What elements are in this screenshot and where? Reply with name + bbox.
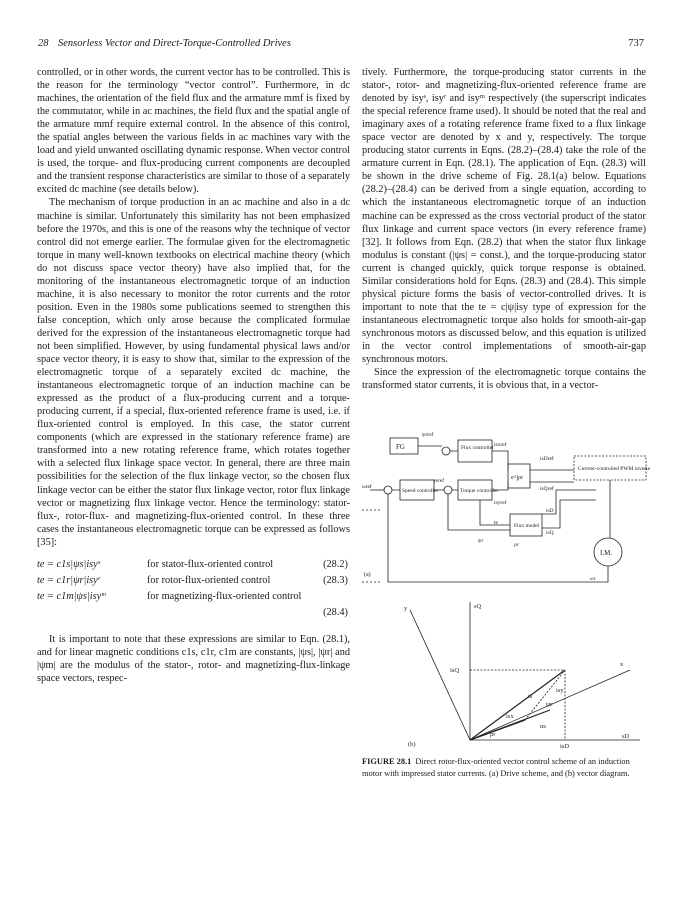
equation-number: (28.4) (323, 606, 348, 618)
vector-label: isD (560, 743, 570, 750)
figure-vector-diagram (360, 600, 650, 750)
fg-label: FG (396, 443, 405, 451)
caption-label: FIGURE 28.1 (362, 757, 412, 766)
signal-label: isyref (494, 500, 507, 506)
figure-caption (362, 756, 646, 779)
figure-drive-scheme (360, 430, 650, 590)
signal-label: isQ (546, 530, 554, 536)
running-header (28, 38, 642, 54)
equation-28-2 (37, 557, 350, 573)
paragraph: Since the expression of the electromagnetic torque contains the transformed stator currents, it is obvious that, in a vector- (362, 367, 646, 392)
angle-label: αs (540, 723, 546, 730)
signal-label: isQref (540, 486, 554, 492)
signal-label: isxref (494, 442, 507, 448)
vector-label: ψr (546, 701, 553, 708)
panel-label: (a) (364, 572, 371, 578)
equation-block (37, 557, 350, 621)
vector-label: isx (506, 713, 514, 720)
paragraph: The mechanism of torque production in an ac machine and also in a dc machine is similar. Unfortunately this similarity has not been emphasized before the 1970s, and this is one of the reasons why the technique of vector control did not emerge earlier. The formulae given for the electromagnetic torque in many well-known textbooks on electrical machine theory (which do not discuss space vector theory) have also implied that, for the monitoring of the instantaneous electromagnetic torque of an induction machine, it is also necessary to monitor the rotor currents and the rotor position. Even in the 1980s some publications seemed to strengthen this false conception, which only arose because the complicated formulae derived for the expression of the instantaneous electromagnetic torque had not been simplified. However, by using fundamental physical laws and/or space vector theory, it is easy to show that, similar to the expression of the electromagnetic torque of a separately excited dc machine, the instantaneous electromagnetic torque of an induction machine can be expressed as the product of a flux-producing current and a torque-producing current, if a special, flux-oriented reference frame is used, i.e. if flux-oriented control is employed. In this case, the stator current components (which are expressed in the stationary reference frame) are transformed into a new rotating reference frame, which rotates together with a selected flux linkage space vector. In general, there are three main possibilities for the selection of the flux linkage vector, so the chosen flux linkage vector can be either the stator flux linkage vector, rotor flux linkage vector or magnetizing flux linkage vector. Hence the terminology: stator-flux-, rotor-flux- and magnetizing-flux-oriented control. In these three cases the instantaneous electromagnetic torque can be expressed as follows [35]: (37, 197, 350, 548)
page-number-right: 737 (628, 38, 644, 49)
left-column (37, 66, 350, 685)
right-column (362, 66, 646, 392)
equation-28-3 (37, 573, 350, 589)
vector-label: isy (556, 687, 564, 694)
y-axis (410, 610, 470, 740)
caption-text: Direct rotor-flux-oriented vector control scheme of an induction motor with impressed stator currents. (a) Drive scheme, and (b) vector diagram. (362, 757, 630, 778)
paragraph: It is important to note that these expressions are similar to Eqn. (28.1), and for linear magnetic conditions c1s, c1r, c1m are constants, |ψs|, |ψr| and |ψm| are the modulus of the stator-, rotor- and magnetizing-flux-linkage space vectors, respec- (37, 633, 350, 684)
equation-formula: te = c1s|ψs|isyˢ (37, 558, 100, 570)
paragraph: controlled, or in other words, the current vector has to be controlled. This is the reason for the terminology “vector control”. Furthermore, in dc machines, the orientation of the field flux and the armature mmf is fixed by the commutator, while in ac machines, the field flux and the spatial angle of the armature mmf require external control. In the absence of this control, the spatial angles between the various fields in ac machines vary with the load and yield unwanted oscillating dynamic response. When vector control is used, the torque- and flux-producing current components are decoupled and the transient response characteristics are similar to those of a separately excited dc machine (see details below). (37, 67, 350, 196)
equation-number: (28.3) (323, 574, 348, 586)
inverter-label: Current-controlled PWM inverter (578, 466, 650, 472)
speed-summing-junction (384, 486, 392, 494)
signal-label: isD (546, 508, 554, 514)
chapter-title: Sensorless Vector and Direct-Torque-Controlled Drives (58, 38, 291, 49)
flux-controller-block (458, 440, 492, 462)
vector-label: is (528, 693, 533, 700)
feedback-lines (388, 480, 613, 582)
signal-lines (392, 446, 574, 490)
signal-label: ρr (514, 542, 519, 548)
signal-label: ψr (478, 538, 484, 544)
equation-28-4 (37, 589, 350, 621)
flux-controller-label: Flux controller (461, 445, 494, 451)
equation-number: (28.2) (323, 558, 348, 570)
signal-label: ωref (362, 484, 372, 490)
angle-label: ρr (490, 731, 496, 738)
panel-label: (b) (408, 741, 416, 748)
signal-label: te (494, 520, 498, 526)
signal-label: isDref (540, 456, 554, 462)
vector-label: isQ (450, 667, 460, 674)
speed-controller-label: Speed controller (402, 488, 439, 494)
flux-model-label: Flux model (514, 523, 540, 529)
isx-vector (470, 720, 525, 740)
axis-label: sQ (474, 603, 482, 610)
torque-controller-label: Torque controller (460, 488, 499, 494)
equation-description: for stator-flux-oriented control (147, 558, 274, 570)
flux-summing-junction (442, 447, 450, 455)
signal-label: teref (434, 478, 445, 484)
equation-formula: te = c1r|ψr|isyʳ (37, 574, 101, 586)
axis-label: sD (622, 733, 630, 740)
equation-formula: te = c1m|ψs|isyᵐ (37, 590, 106, 602)
motor-label: I.M. (600, 549, 613, 557)
equation-description: for magnetizing-flux-oriented control (147, 590, 302, 602)
signal-label: ωr (590, 576, 596, 582)
paragraph: tively. Furthermore, the torque-producing stator currents in the stator-, rotor- and magnetizing-flux-oriented reference frame are denoted by isyˢ, isyʳ and isyᵐ respectively (the superscript indicates the special reference frame used). It should be noted that the real and imaginary axes of a rotating reference frame fixed to a flux linkage space vector are denoted by x and y, respectively. The torque producing stator currents in Eqns. (28.2)–(28.4) take the role of the armature current in Eqn. (28.1). The application of Eqn. (28.3) will be shown in the drive scheme of Fig. 28.1(a) below. Equations (28.2)–(28.4) can be derived from a single equation, according to which the instantaneous electromagnetic torque of an induction machine can be expressed as the cross vectorial product of the stator flux linkage and current space vectors (in every reference frame) [32]. It follows from Eqn. (28.2) that when the stator flux linkage modulus is constant (|ψs| = const.), and the torque-producing stator current is changed quickly, quick torque response is obtained. Similar considerations hold for Eqns. (28.3) and (28.4). This simple physical picture forms the basis of vector-controlled drives. It is important to note that the te = c|ψ|isy type of expression for the instantaneous electromagnetic torque also holds for smooth-air-gap synchronous motors as discussed below, and this equation is utilized in the vector control implementations of smooth-air-gap synchronous motors. (362, 67, 646, 366)
transform-label: e^jρr (511, 475, 524, 481)
axis-label: x (620, 661, 624, 668)
signal-label: ψrref (422, 432, 434, 438)
equation-description: for rotor-flux-oriented control (147, 574, 271, 586)
torque-summing-junction (444, 486, 452, 494)
page-number-left: 28 (38, 38, 49, 49)
axis-label: y (404, 605, 408, 612)
